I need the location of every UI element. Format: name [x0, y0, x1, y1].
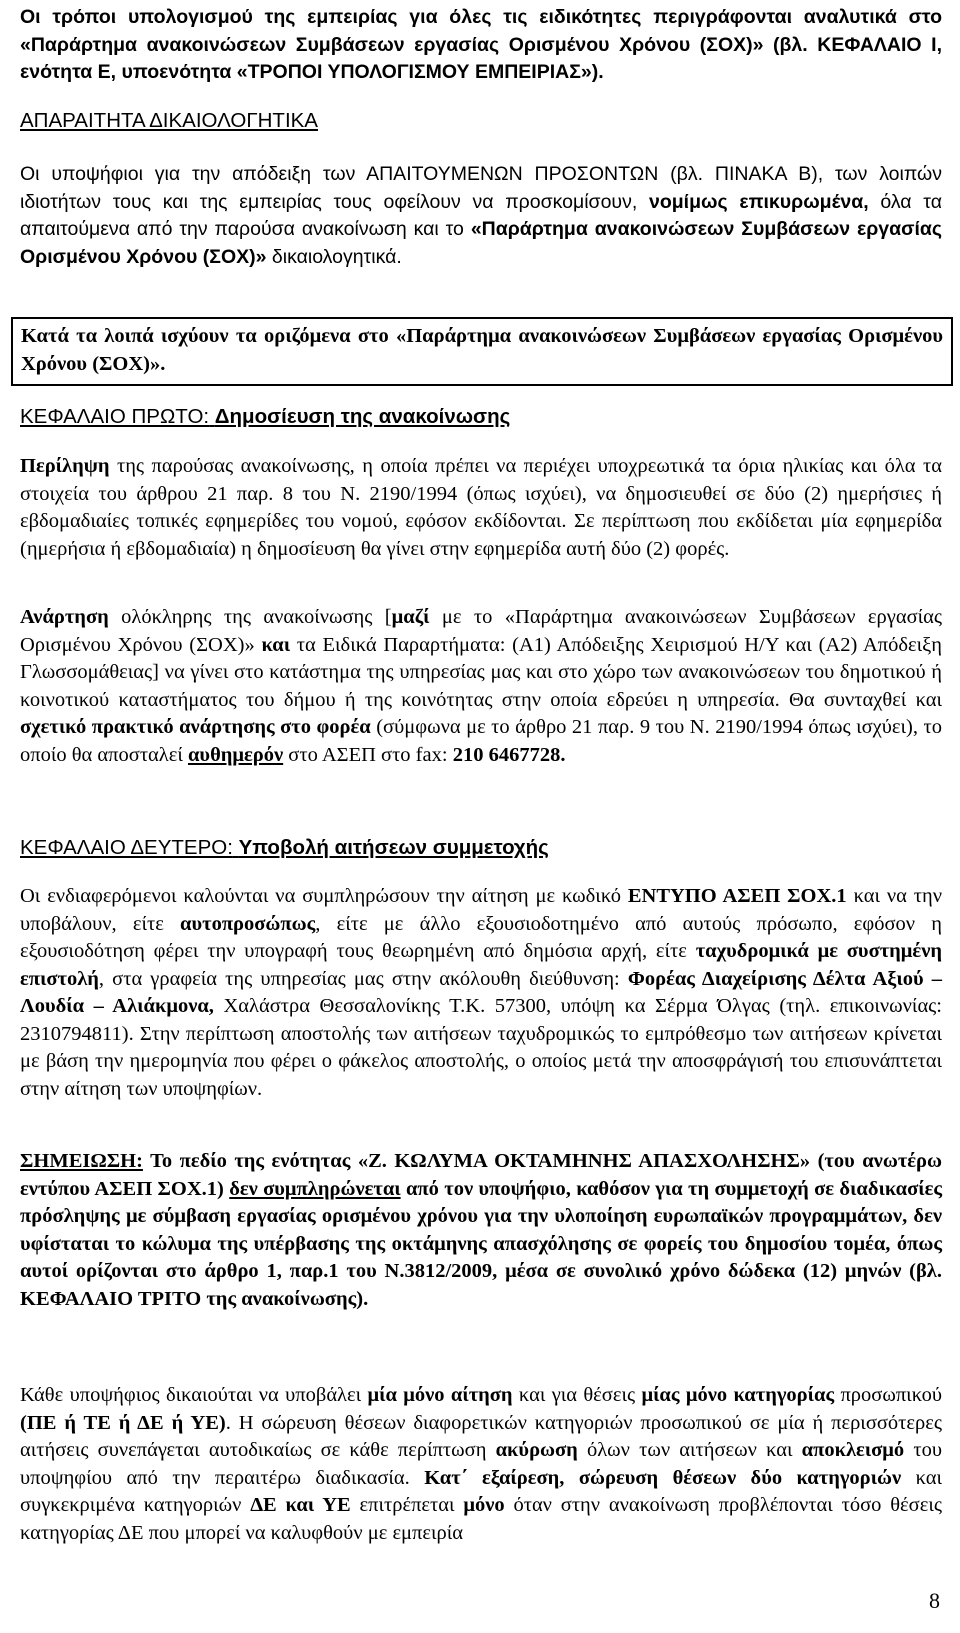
text-run: (σύμφωνα με το άρθρο 21 παρ. 9 του Ν. 2190/1994 όπως ισχύει), το οποίο θα αποσταλεί	[20, 716, 943, 766]
chapter1-title	[20, 405, 510, 429]
bold-run: μαζί	[391, 606, 430, 628]
text-run: επιτρέπεται	[350, 1494, 464, 1516]
text-run: ολόκληρης της ανακοίνωσης [	[108, 606, 392, 628]
text-run: και για θέσεις	[512, 1384, 642, 1406]
bold-run: νομίμως επικυρωμένα,	[648, 190, 869, 213]
chapter2-title	[20, 836, 549, 860]
text-run: όλα τα απαιτούμενα από την παρούσα ανακοίνωση και το	[20, 190, 942, 240]
chapter1-title-suffix: Δημοσίευση της ανακοίνωσης	[214, 405, 511, 428]
bold-run: Το πεδίο της ενότητας «Ζ. ΚΩΛΥΜΑ ΟΚΤΑΜΗΝΗΣ ΑΠΑΣΧΟΛΗΣΗΣ» (του ανωτέρω εντύπου ΑΣΕΠ ΣΟΧ.1)	[20, 1150, 942, 1200]
chapter1-summary-paragraph	[20, 453, 942, 563]
text-run: , είτε με άλλο εξουσιοδοτημένο από αυτούς πρόσωπο, εφόσον η εξουσιοδότηση φέρει την υπογραφή τους θεωρημένη από δημόσια αρχή, είτε	[20, 912, 942, 962]
text-run: Χαλάστρα Θεσσαλονίκης Τ.Κ. 57300, υπόψη κα Σέρμα Όλγας (τηλ. επικοινωνίας: 2310794811). Στην περίπτωση αποστολής των αιτήσεων ταχυδρομικώς το εμπρόθεσμο των αιτήσεων κρίνεται με βάση την ημερομηνία που φέρει ο φάκελος αποστολής, ο οποίος μετά την αποσφράγισή του επισυνάπτεται στην αίτηση των υποψηφίων.	[20, 995, 942, 1100]
chapter1-posting-paragraph	[20, 604, 942, 769]
text-run: στο ΑΣΕΠ στο fax:	[283, 743, 453, 766]
text-run: και συγκεκριμένα κατηγοριών	[20, 1466, 943, 1516]
underlined-run: δεν συμπληρώνεται	[229, 1177, 401, 1200]
form-code: ΕΝΤΥΠΟ ΑΣΕΠ ΣΟΧ.1	[627, 885, 847, 907]
text-run: Οι ενδιαφερόμενοι καλούνται να συμπληρώσουν την αίτηση με κωδικό	[20, 885, 628, 907]
bold-run: και	[261, 633, 291, 656]
fax-number: 210 6467728.	[452, 743, 566, 766]
text-run: Οι υποψήφιοι για την απόδειξη των ΑΠΑΙΤΟΥΜΕΝΩΝ ΠΡΟΣΟΝΤΩΝ (βλ. ΠΙΝΑΚΑ Β), των λοιπών ιδιοτήτων τους και της εμπειρίας τους οφείλουν να προσκομίσουν,	[20, 163, 942, 213]
text-run: δικαιολογητικά.	[266, 245, 402, 268]
bold-run: αποκλεισμό	[801, 1439, 905, 1461]
text-run: της παρούσας ανακοίνωσης, η οποία πρέπει να περιέχει υποχρεωτικά τα όρια ηλικίας και όλα τα στοιχεία του άρθρου 21 παρ. 8 του Ν. 2190/1994 (όπως ισχύει), να δημοσιευθεί σε δύο (2) ημερήσιες ή εβδομαδιαίες τοπικές εφημερίδες του νομού, εφόσον εκδίδονται. Σε περίπτωση που εκδίδεται μία εφημερίδα (ημερήσια ή εβδομαδιαία) η δημοσίευση θα γίνει στην εφημερίδα αυτή δύο (2) φορές.	[20, 455, 942, 560]
chapter2-title-suffix: Υποβολή αιτήσεων συμμετοχής	[238, 836, 549, 859]
bold-run: μία μόνο αίτηση	[367, 1384, 513, 1406]
chapter2-title-prefix: ΚΕΦΑΛΑΙΟ ΔΕΥΤΕΡΟ:	[20, 836, 233, 859]
required-documents-heading: ΑΠΑΡΑΙΤΗΤΑ ΔΙΚΑΙΟΛΟΓΗΤΙΚΑ	[20, 109, 318, 132]
bold-underlined-run: αυθημερόν	[187, 743, 284, 766]
page-number: 8	[929, 1588, 940, 1613]
bold-run: «Παράρτημα ανακοινώσεων Συμβάσεων εργασίας Ορισμένου Χρόνου (ΣΟΧ)»	[20, 218, 942, 268]
boxed-note-text: Κατά τα λοιπά ισχύουν τα οριζόμενα στο «Παράρτημα ανακοινώσεων Συμβάσεων εργασίας Ορισμένου Χρόνου (ΣΟΧ)».	[21, 325, 943, 375]
text-run: . Η σώρευση θέσεων διαφορετικών κατηγοριών προσωπικού σε μία ή περισσότερες αιτήσεις συνεπάγεται αυτοδικαίως σε κάθε περίπτωση	[20, 1411, 942, 1461]
bold-run: Κατ΄ εξαίρεση, σώρευση θέσεων δύο κατηγοριών	[424, 1466, 902, 1489]
bold-run: Περίληψη	[20, 455, 110, 477]
text-run: προσωπικού	[834, 1384, 942, 1406]
note-label: ΣΗΜΕΙΩΣΗ:	[20, 1150, 143, 1172]
text-run: όλων των αιτήσεων και	[577, 1439, 802, 1461]
intro-paragraph: Οι τρόποι υπολογισμού της εμπειρίας για όλες τις ειδικότητες περιγράφονται αναλυτικά στο «Παράρτημα ανακοινώσεων Συμβάσεων εργασίας Ορισμένου Χρόνου (ΣΟΧ)» (βλ. ΚΕΦΑΛΑΙΟ Ι, ενότητα Ε, υποενότητα «ΤΡΟΠΟΙ ΥΠΟΛΟΓΙΣΜΟΥ ΕΜΠΕΙΡΙΑΣ»).	[20, 6, 942, 83]
chapter1-title-prefix: ΚΕΦΑΛΑΙΟ ΠΡΩΤΟ:	[20, 405, 210, 428]
bold-run: μίας μόνο κατηγορίας	[641, 1384, 835, 1406]
text-run: και να την υποβάλουν, είτε	[20, 885, 942, 935]
text-run: τα Ειδικά Παραρτήματα: (Α1) Απόδειξης Χειρισμού Η/Υ και (Α2) Απόδειξη Γλωσσομάθειας] να γίνει στο κατάστημα της υπηρεσίας μας και στο χώρο των ανακοινώσεων του δημοτικού ή κοινοτικού καταστήματος του δήμου ή της κοινότητας στην οποία εδρεύει η υπηρεσία. Θα συνταχθεί και	[20, 633, 942, 711]
bold-run: ταχυδρομικά με συστημένη επιστολή	[20, 940, 942, 990]
bold-run: ακύρωση	[495, 1439, 578, 1461]
bold-run: μόνο	[463, 1494, 505, 1516]
text-run: όταν στην ανακοίνωση προβλέπονται τόσο θέσεις κατηγορίας ΔΕ που μπορεί να καλυφθούν με εμπειρία	[20, 1494, 942, 1544]
text-run: , στα γραφεία της υπηρεσίας μας στην ακόλουθη διεύθυνση:	[98, 967, 628, 990]
text-run: με το «Παράρτημα ανακοινώσεων Συμβάσεων εργασίας Ορισμένου Χρόνου (ΣΟΧ)»	[20, 606, 942, 656]
bold-run: Ανάρτηση	[20, 606, 109, 628]
bold-run: ΔΕ και ΥΕ	[250, 1494, 351, 1516]
bold-run: σχετικό πρακτικό ανάρτησης στο φορέα	[20, 716, 371, 738]
application-rules-paragraph	[20, 1382, 942, 1547]
address-bold: Φορέας Διαχείρισης Δέλτα Αξιού – Λουδία – Αλιάκμονα,	[20, 967, 942, 1017]
required-documents-paragraph	[20, 161, 942, 271]
chapter2-paragraph	[20, 883, 942, 1103]
text-run: Κάθε υποψήφιος δικαιούται να υποβάλει	[20, 1384, 368, 1406]
bold-run: αυτοπροσώπως	[180, 912, 316, 935]
bold-run: από τον υποψήφιο, καθόσον για τη συμμετοχή σε διαδικασίες πρόσληψης με σύμβαση εργασίας ορισμένου χρόνου για την υλοποίηση ευρωπαϊκών προγραμμάτων, δεν υφίσταται το κώλυμα της υπέρβασης της οκτάμηνης απασχόλησης σε φορείς του δημοσίου τομέα, όπως αυτοί ορίζονται στο άρθρο 1, παρ.1 του Ν.3812/2009, μέσα σε συνολικό χρόνο δώδεκα (12) μηνών (βλ. ΚΕΦΑΛΑΙΟ ΤΡΙΤΟ της ανακοίνωσης).	[20, 1177, 942, 1310]
text-run: του υποψηφίου από την περαιτέρω διαδικασία.	[20, 1439, 942, 1489]
bold-run: (ΠΕ ή ΤΕ ή ΔΕ ή ΥΕ)	[20, 1411, 226, 1434]
note-paragraph	[20, 1148, 942, 1313]
boxed-note	[11, 317, 953, 386]
